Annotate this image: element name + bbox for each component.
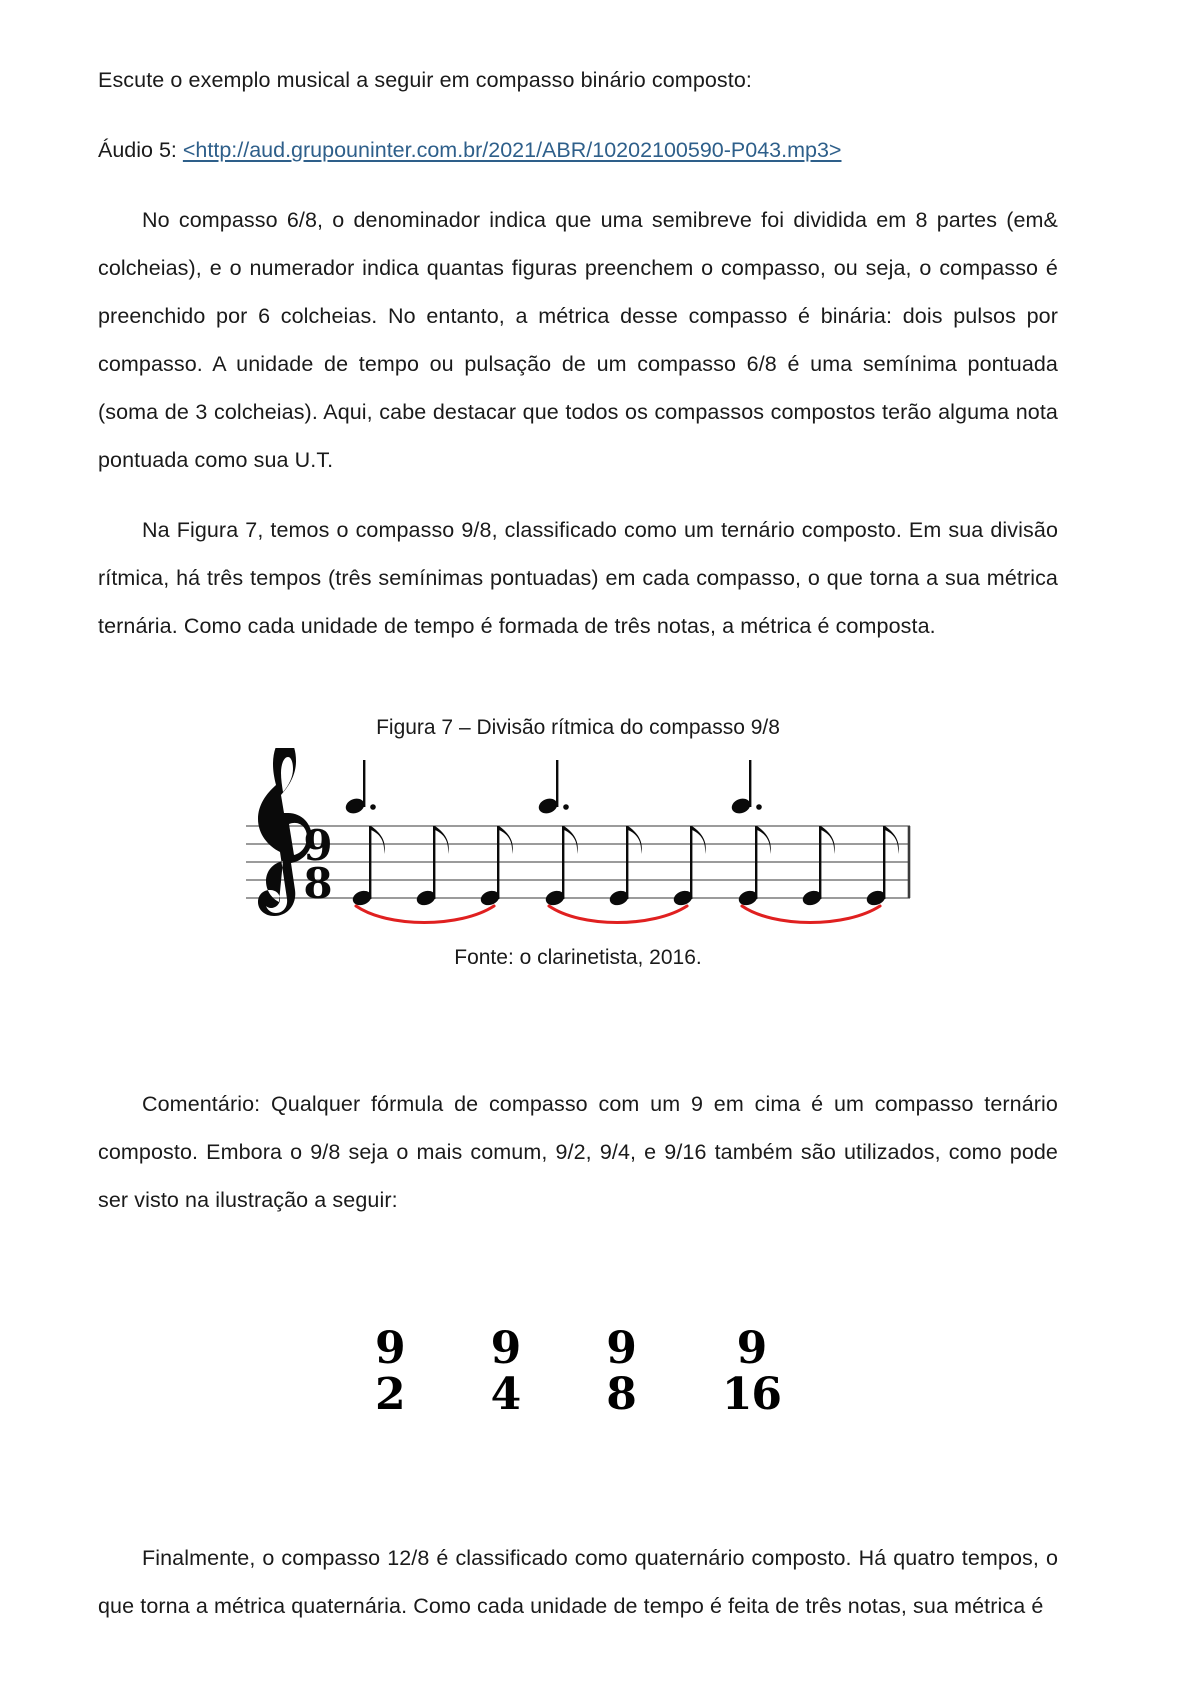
dotted-quarter-note (344, 760, 376, 816)
denominator: 2 (374, 1369, 405, 1420)
slur (549, 906, 687, 923)
time-signature-9-8-illustration (606, 1323, 636, 1420)
figure-source: Fonte: o clarinetista, 2016. (454, 946, 702, 969)
paragraph-9-8-explanation: Na Figura 7, temos o compasso 9/8, classificado como um ternário composto. Em sua divisão rítmica, há três tempos (três semínimas pontuadas) em cada compasso, o que torna a sua métrica ternária. Como cada unidade de tempo é formada de três notas, a métrica é composta. (98, 518, 1058, 638)
spacer (98, 1282, 1058, 1326)
eighth-note (608, 826, 642, 908)
spacer (98, 1224, 1058, 1282)
figure-caption: Figura 7 – Divisão rítmica do compasso 9/8 (376, 716, 780, 739)
eighth-notes (351, 826, 899, 908)
paragraph-comentario: Comentário: Qualquer fórmula de compasso com um 9 em cima é um compasso ternário composto. Embora o 9/8 seja o mais comum, 9/2, 9/4, e 9/16 também são utilizados, como pode ser visto na ilustração a seguir: (98, 1092, 1058, 1212)
eighth-note (479, 826, 513, 908)
eighth-note (737, 826, 771, 908)
time-signature-9-8 (303, 821, 332, 908)
time-signature-9-4 (490, 1323, 521, 1420)
eighth-note (801, 826, 835, 908)
spacer (98, 1036, 1058, 1080)
spacer (98, 104, 1058, 126)
spacer (98, 978, 1058, 1036)
time-signature-9-2 (374, 1323, 405, 1420)
denominator: 16 (721, 1369, 782, 1420)
time-signature-illustration (98, 1323, 1058, 1420)
spacer (98, 650, 1058, 708)
paragraph-6-8-explanation: No compasso 6/8, o denominador indica que uma semibreve foi dividida em 8 partes (em& colcheias), e o numerador indica quantas figuras preenchem o compasso, ou seja, o compasso é preenchido por 6 colcheias. No entanto, a métrica desse compasso é binária: dois pulsos por compasso. A unidade de tempo ou pulsação de um compasso 6/8 é uma semínima pontuada (soma de 3 colcheias). Aqui, cabe destacar que todos os compassos compostos terão alguma nota pontuada como sua U.T. (98, 208, 1058, 472)
numerator: 9 (490, 1323, 521, 1374)
dotted-quarter-note (730, 760, 762, 816)
eighth-note (544, 826, 578, 908)
dotted-quarter-notes (344, 760, 762, 816)
dotted-quarter-note (537, 760, 569, 816)
numerator: 9 (374, 1323, 405, 1374)
spacer (98, 1418, 1058, 1476)
staff-lines (246, 826, 910, 898)
denominator: 8 (606, 1369, 636, 1420)
numerator: 9 (606, 1323, 636, 1374)
eighth-note (351, 826, 385, 908)
eighth-note (672, 826, 706, 908)
eighth-note (865, 826, 899, 908)
spacer (98, 174, 1058, 196)
audio-label: Áudio 5: (98, 138, 183, 162)
time-sig-numerator: 9 (303, 821, 333, 870)
slur (356, 906, 494, 923)
numerator: 9 (736, 1323, 767, 1374)
spacer (98, 484, 1058, 506)
eighth-note (415, 826, 449, 908)
page-content (98, 56, 1058, 1630)
staff-notation-svg (238, 748, 918, 938)
paragraph-12-8: Finalmente, o compasso 12/8 é classificado como quaternário composto. Há quatro tempos, o que torna a métrica quaternária. Como cada unidade de tempo é feita de três notas, sua métrica é (98, 1546, 1058, 1618)
music-staff-figure (98, 748, 1058, 938)
grouping-slurs (356, 906, 880, 923)
intro-paragraph: Escute o exemplo musical a seguir em compasso binário composto: (98, 68, 752, 92)
denominator: 4 (490, 1369, 521, 1420)
spacer (98, 1476, 1058, 1534)
audio-link[interactable]: <http://aud.grupouninter.com.br/2021/ABR/10202100590-P043.mp3> (182, 138, 842, 162)
slur (742, 906, 880, 923)
audio-reference-line (98, 126, 1058, 174)
time-signature-9-16 (721, 1323, 782, 1420)
time-sig-denominator: 8 (303, 859, 333, 908)
